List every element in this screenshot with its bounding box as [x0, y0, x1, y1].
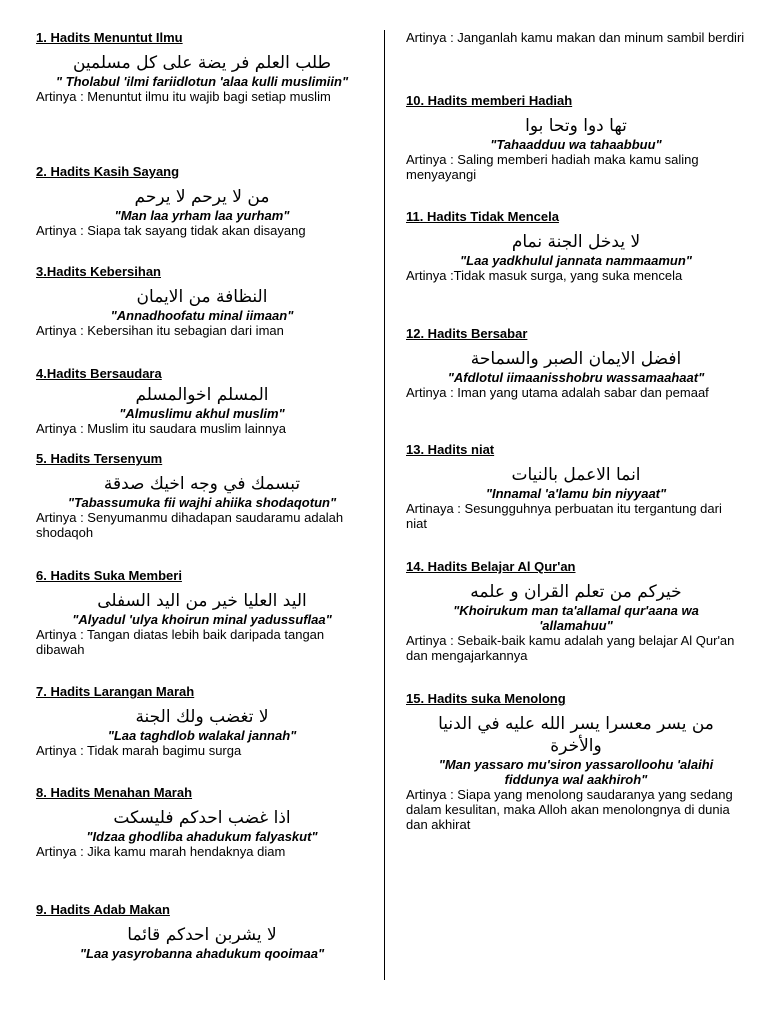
column-divider: [384, 30, 385, 980]
hadits-meaning: Artinya : Saling memberi hadiah maka kamu saling menyayangi: [406, 152, 699, 182]
hadits-entry-9: [36, 902, 368, 961]
hadits-entry-12: [406, 326, 746, 400]
hadits-heading: 4.Hadits Bersaudara: [36, 366, 162, 381]
hadits-heading: 6. Hadits Suka Memberi: [36, 568, 182, 583]
hadits-meaning: Artinya : Tidak marah bagimu surga: [36, 743, 242, 758]
hadits-heading: 1. Hadits Menuntut Ilmu: [36, 30, 183, 45]
hadits-entry-4: [36, 366, 368, 436]
hadits-transliteration: "Laa yadkhulul jannata nammaamun": [460, 253, 692, 268]
hadits-arabic: النظافة من الايمان: [136, 287, 268, 307]
hadits-transliteration: "Alyadul 'ulya khoirun minal yadussuflaa": [72, 612, 332, 627]
hadits-entry-3: [36, 264, 368, 338]
hadits-meaning: Artinya : Siapa yang menolong saudaranya yang sedang dalam kesulitan, maka Alloh akan menolongnya di dunia dan akhirat: [406, 787, 733, 832]
hadits-entry-13: [406, 442, 746, 531]
hadits-arabic: اليد العليا خير من اليد السفلى: [97, 591, 307, 611]
hadits-entry-15: [406, 691, 746, 832]
hadits-entry-10: [406, 93, 746, 182]
hadits-entry-1: [36, 30, 368, 104]
hadits-arabic: افضل الايمان الصبر والسماحة: [470, 349, 682, 369]
hadits-meaning: Artinya : Kebersihan itu sebagian dari iman: [36, 323, 284, 338]
hadits-arabic: لا تغضب ولك الجنة: [135, 707, 269, 727]
hadits-transliteration: "Tahaadduu wa tahaabbuu": [490, 137, 662, 152]
hadits-arabic: المسلم اخوالمسلم: [135, 385, 269, 405]
hadits-meaning: Artinya : Sebaik-baik kamu adalah yang belajar Al Qur'an dan mengajarkannya: [406, 633, 735, 663]
hadits-meaning: Artinya : Iman yang utama adalah sabar dan pemaaf: [406, 385, 709, 400]
hadits-transliteration: "Man yassaro mu'siron yassarolloohu 'alaihi fiddunya wal aakhiroh": [438, 757, 714, 787]
hadits-arabic: اذا غضب احدكم فليسكت: [113, 808, 291, 828]
hadits-transliteration: "Khoirukum man ta'allamal qur'aana wa 'allamahuu": [453, 603, 699, 633]
hadits-arabic: من لا يرحم لا يرحم: [134, 187, 270, 207]
hadits-entry-14: [406, 559, 746, 663]
hadits-heading: 12. Hadits Bersabar: [406, 326, 528, 341]
hadits-heading: 14. Hadits Belajar Al Qur'an: [406, 559, 576, 574]
hadits-entry-5: [36, 451, 368, 540]
hadits-entry-8: [36, 785, 368, 859]
hadits-arabic: خيركم من تعلم القران و علمه: [470, 582, 682, 602]
hadits-heading: 3.Hadits Kebersihan: [36, 264, 161, 279]
hadits-transliteration: "Almuslimu akhul muslim": [119, 406, 285, 421]
hadits-arabic: تبسمك في وجه اخيك صدقة: [103, 474, 301, 494]
hadits-meaning: Artinya : Menuntut ilmu itu wajib bagi setiap muslim: [36, 89, 331, 104]
hadits-meaning: Artinya : Janganlah kamu makan dan minum sambil berdiri: [406, 30, 745, 45]
hadits-entry-7: [36, 684, 368, 758]
hadits-transliteration: "Innamal 'a'lamu bin niyyaat": [485, 486, 667, 501]
hadits-transliteration: "Laa yasyrobanna ahadukum qooimaa": [79, 946, 325, 961]
hadits-arabic: طلب العلم فر يضة على كل مسلمين: [72, 53, 332, 73]
hadits-heading: 10. Hadits memberi Hadiah: [406, 93, 573, 108]
hadits-arabic: تها دوا وتحا بوا: [525, 116, 627, 136]
hadits-meaning: Artinya : Muslim itu saudara muslim lainnya: [36, 421, 286, 436]
hadits-meaning: Artinya : Senyumanmu dihadapan saudaramu adalah shodaqoh: [36, 510, 344, 540]
hadits-entry-11: [406, 209, 746, 283]
hadits-transliteration: "Laa taghdlob walakal jannah": [107, 728, 297, 743]
hadits-meaning: Artinya : Tangan diatas lebih baik daripada tangan dibawah: [36, 627, 325, 657]
hadits-entry-6: [36, 568, 368, 657]
hadits-meaning: Artinya : Jika kamu marah hendaknya diam: [36, 844, 286, 859]
hadits-heading: 7. Hadits Larangan Marah: [36, 684, 195, 699]
hadits-meaning: Artinya :Tidak masuk surga, yang suka mencela: [406, 268, 683, 283]
hadits-heading: 5. Hadits Tersenyum: [36, 451, 163, 466]
hadits-heading: 11. Hadits Tidak Mencela: [406, 209, 559, 224]
hadits-transliteration: "Afdlotul iimaanisshobru wassamaahaat": [447, 370, 705, 385]
hadits-heading: 8. Hadits Menahan Marah: [36, 785, 193, 800]
hadits-heading: 13. Hadits niat: [406, 442, 495, 457]
hadits-heading: 15. Hadits suka Menolong: [406, 691, 566, 706]
hadits-transliteration: "Idzaa ghodliba ahadukum falyaskut": [86, 829, 318, 844]
hadits-heading: 2. Hadits Kasih Sayang: [36, 164, 180, 179]
hadits-transliteration: " Tholabul 'ilmi fariidlotun 'alaa kulli muslimiin": [55, 74, 349, 89]
hadits-transliteration: "Man laa yrham laa yurham": [114, 208, 290, 223]
hadits-entry-2: [36, 164, 368, 238]
hadits-meaning: Artinya : Siapa tak sayang tidak akan disayang: [36, 223, 306, 238]
hadits-meaning: Artinaya : Sesungguhnya perbuatan itu tergantung dari niat: [406, 501, 722, 531]
hadits-arabic: انما الاعمل بالنيات: [511, 465, 641, 485]
hadits-entry-9-continued: [406, 30, 746, 45]
hadits-transliteration: "Tabassumuka fii wajhi ahiika shodaqotun": [67, 495, 337, 510]
hadits-transliteration: "Annadhoofatu minal iimaan": [110, 308, 294, 323]
hadits-arabic: لا يدخل الجنة نمام: [511, 232, 641, 252]
hadits-arabic: لا يشربن احدكم قائما: [127, 925, 277, 945]
hadits-arabic: من يسر معسرا يسر الله عليه في الدنيا والأخرة: [438, 714, 714, 756]
hadits-heading: 9. Hadits Adab Makan: [36, 902, 170, 917]
